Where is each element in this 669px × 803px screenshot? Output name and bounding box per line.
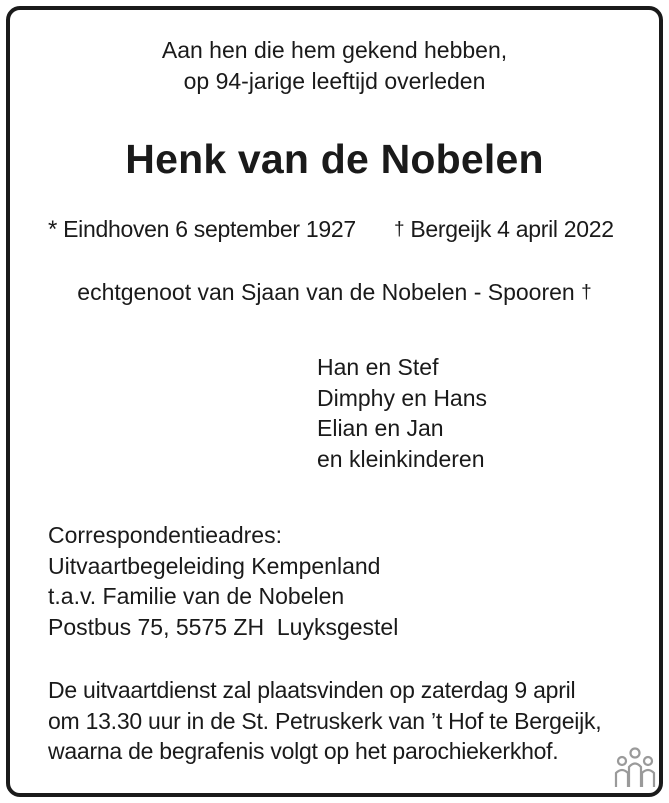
intro-line-1: Aan hen die hem gekend hebben, [161, 37, 508, 63]
birth-text: Eindhoven 6 september 1927 [63, 216, 356, 242]
funeral-line-2: om 13.30 uur in de St. Petruskerk van ’t Hof te Bergeijk, [48, 708, 602, 734]
family-member-1: Han en Stef [317, 354, 439, 380]
spouse-cross-icon: † [581, 282, 592, 303]
spouse-line [0, 277, 669, 310]
family-member-4: en kleinkinderen [317, 446, 485, 472]
intro-line-2: op 94-jarige leeftijd overleden [183, 68, 486, 94]
family-member-2: Dimphy en Hans [317, 385, 488, 411]
funeral-line-1: De uitvaartdienst zal plaatsvinden op zaterdag 9 april [48, 677, 576, 703]
death-text: Bergeijk 4 april 2022 [410, 216, 614, 242]
birth-date [48, 214, 356, 245]
deceased-name: Henk van de Nobelen [125, 136, 544, 182]
death-cross-icon: † [394, 219, 405, 240]
spouse-text: echtgenoot van Sjaan van de Nobelen - Spooren [77, 279, 575, 305]
death-date [394, 214, 614, 247]
correspondence-line-4: Postbus 75, 5575 ZH Luyksgestel [48, 614, 399, 640]
funeral-line-3: waarna de begrafenis volgt op het parochiekerkhof. [48, 738, 559, 764]
correspondence-line-2: Uitvaartbegeleiding Kempenland [48, 553, 381, 579]
family-member-3: Elian en Jan [317, 415, 444, 441]
correspondence-heading: Correspondentieadres: [48, 522, 282, 548]
birth-symbol: * [48, 216, 58, 243]
correspondence-line-3: t.a.v. Familie van de Nobelen [48, 583, 345, 609]
family-figures-icon [610, 743, 660, 793]
